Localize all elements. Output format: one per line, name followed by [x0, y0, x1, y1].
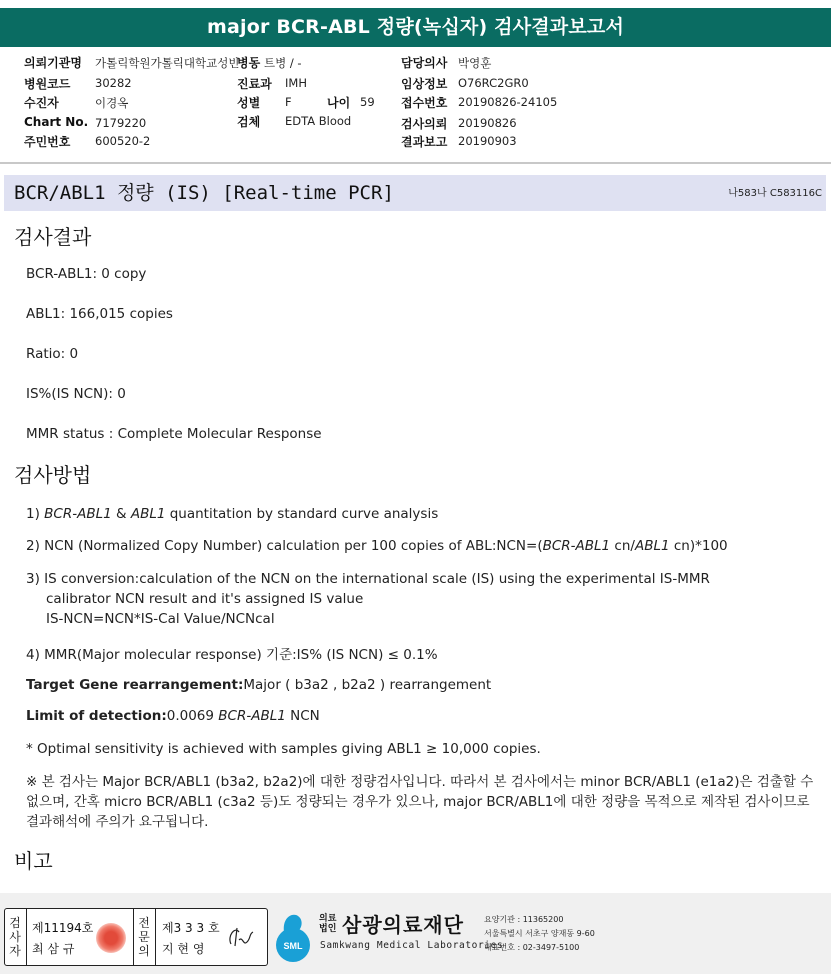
- test-title-bar: [4, 175, 826, 211]
- doctor-label: 전문의: [138, 916, 150, 958]
- remarks-heading: 비고: [14, 849, 53, 873]
- institution-value: 가톨릭학원가톨릭대학교성빈: [95, 56, 240, 70]
- clinical-value: O76RC2GR0: [458, 76, 529, 90]
- test-title: BCR/ABL1 정량 (IS) [Real-time PCR]: [14, 182, 394, 204]
- doctor-label: 담당의사: [401, 56, 448, 70]
- method-step-3-line: calibrator NCN result and it's assigned IS value: [46, 591, 364, 607]
- dept-value: IMH: [285, 76, 307, 90]
- dept-label: 진료과: [237, 77, 272, 91]
- org-address: 서울특별시 서초구 양재동 9-60: [484, 929, 595, 938]
- signature-box: [4, 908, 268, 966]
- org-phone: 대표번호 : 02-3497-5100: [484, 943, 580, 952]
- method-step-1: 1) BCR-ABL1 & ABL1 quantitation by standard curve analysis: [26, 506, 439, 522]
- examinee-label: 수진자: [24, 96, 59, 110]
- sensitivity-note: * Optimal sensitivity is achieved with samples giving ABL1 ≥ 10,000 copies.: [26, 741, 541, 757]
- tester-label: 검사자: [9, 916, 21, 958]
- org-code: 요양기관 : 11365200: [484, 915, 564, 924]
- specimen-value: EDTA Blood: [285, 114, 352, 128]
- org-name: 삼광의료재단: [342, 913, 464, 937]
- seal-stamp: [96, 923, 126, 953]
- hospital-code-value: 30282: [95, 76, 132, 90]
- result-line: BCR-ABL1: 0 copy: [26, 266, 147, 282]
- result-line: MMR status : Complete Molecular Response: [26, 426, 322, 442]
- method-step-4: 4) MMR(Major molecular response) 기준:IS% (IS NCN) ≤ 0.1%: [26, 647, 438, 663]
- test-code: 나583나 C583116C: [728, 188, 822, 199]
- report-label: 결과보고: [401, 135, 448, 149]
- rrn-label: 주민번호: [24, 135, 71, 149]
- age-value: 59: [360, 95, 375, 109]
- request-value: 20190826: [458, 116, 517, 130]
- hospital-code-label: 병원코드: [24, 77, 71, 91]
- receipt-label: 접수번호: [401, 96, 448, 110]
- doctor-name: 지 현 영: [162, 942, 205, 956]
- sex-label: 성별: [237, 96, 261, 110]
- receipt-value: 20190826-24105: [458, 95, 558, 109]
- ward-value: 트병 / -: [264, 56, 302, 70]
- method-step-2: 2) NCN (Normalized Copy Number) calculation per 100 copies of ABL:NCN=(BCR-ABL1 cn/ABL1 cn)*100: [26, 538, 728, 554]
- limit-of-detection: Limit of detection:0.0069 BCR-ABL1 NCN: [26, 708, 320, 724]
- specimen-label: 검체: [237, 115, 261, 129]
- examinee-value: 이경옥: [95, 96, 129, 110]
- result-line: IS%(IS NCN): 0: [26, 386, 126, 402]
- disclaimer-note: ※ 본 검사는 Major BCR/ABL1 (b3a2, b2a2)에 대한 정량검사입니다. 따라서 본 검사에서는 minor BCR/ABL1 (e1a2)은 검출할 수 없으며, 간혹 micro BCR/ABL1 (c3a2 등)도 정량되는 경우가 있으나, major BCR/ABL1에 대한 정량을 목적으로 제작된 검사이므로 결과해석에 주의가 요구됩니다.: [26, 774, 814, 830]
- result-line: ABL1: 166,015 copies: [26, 306, 173, 322]
- clinical-label: 임상정보: [401, 77, 448, 91]
- target-gene: Target Gene rearrangement:Major ( b3a2 , b2a2 ) rearrangement: [26, 677, 492, 693]
- doctor-value: 박영훈: [458, 56, 492, 70]
- tester-name: 최 삼 규: [32, 942, 75, 956]
- rrn-value: 600520-2: [95, 134, 151, 148]
- org-prefix: 의료법인: [319, 914, 337, 934]
- method-step-3-line: IS-NCN=NCN*IS-Cal Value/NCNcal: [46, 611, 275, 627]
- report-title: major BCR-ABL 정량(녹십자) 검사결과보고서: [0, 8, 831, 47]
- method-heading: 검사방법: [14, 463, 92, 487]
- sex-value: F: [285, 95, 292, 109]
- doctor-license: 제3 3 3 호: [162, 921, 220, 935]
- divider: [0, 162, 831, 164]
- method-step-3-line: 3) IS conversion:calculation of the NCN on the international scale (IS) using the experimental IS-MMR: [26, 571, 710, 587]
- chart-label: Chart No.: [24, 115, 89, 129]
- tester-license: 제11194호: [32, 921, 94, 935]
- report-value: 20190903: [458, 134, 517, 148]
- signature: [225, 922, 259, 952]
- results-heading: 검사결과: [14, 225, 92, 249]
- request-label: 검사의뢰: [401, 117, 448, 131]
- ward-label: 병동: [237, 56, 261, 70]
- svg-text:SML: SML: [283, 941, 303, 951]
- sml-logo-icon: [272, 910, 314, 964]
- chart-value: 7179220: [95, 116, 147, 130]
- org-english-name: Samkwang Medical Laboratories: [320, 940, 504, 951]
- institution-label: 의뢰기관명: [24, 56, 82, 70]
- result-line: Ratio: 0: [26, 346, 79, 362]
- age-label: 나이: [327, 96, 351, 110]
